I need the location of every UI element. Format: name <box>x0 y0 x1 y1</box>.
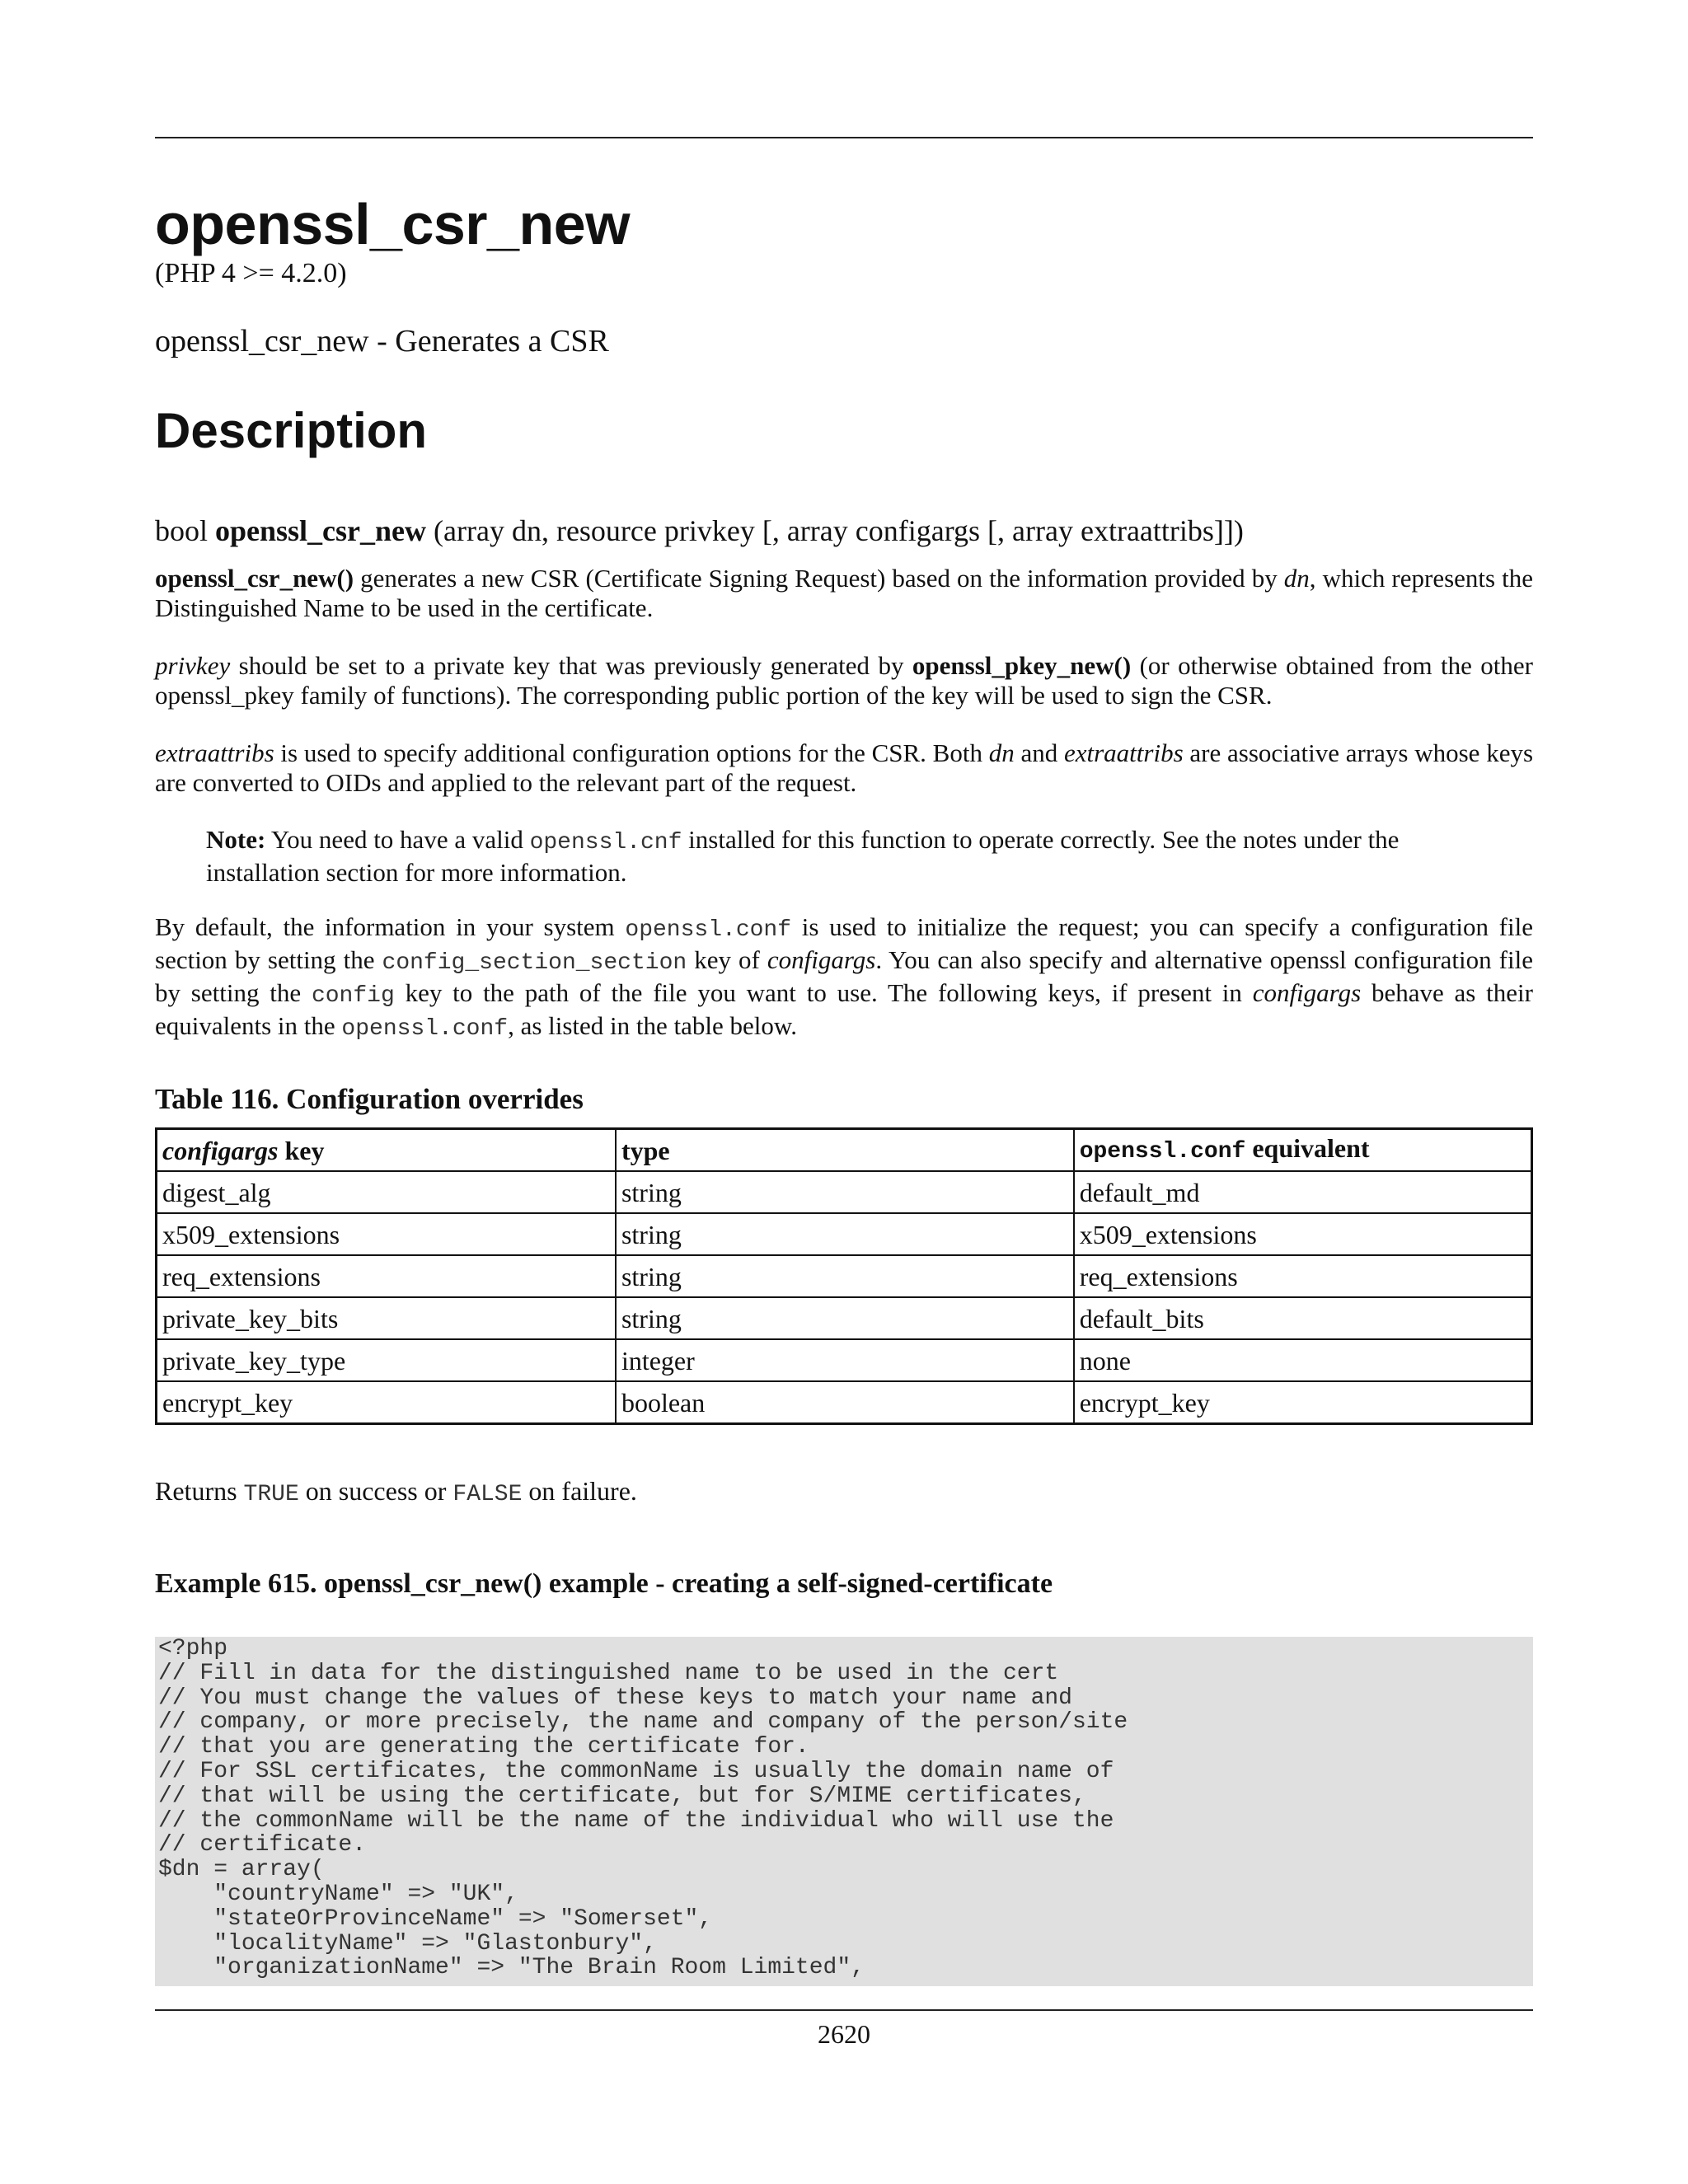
paragraph-text: is used to specify additional configuration options for the CSR. Both <box>274 738 989 767</box>
paragraph-text: and <box>1014 738 1064 767</box>
header-text: key <box>278 1135 325 1165</box>
table-cell: digest_alg <box>157 1171 616 1213</box>
paragraph-default-config <box>155 912 1533 1044</box>
paragraph-extraattribs <box>155 738 1533 798</box>
bottom-rule <box>155 2009 1533 2011</box>
function-ref: openssl_csr_new() <box>155 564 354 593</box>
param-ref: extraattribs <box>1063 738 1184 767</box>
paragraph-text: should be set to a private key that was previously generated by <box>230 651 912 680</box>
table-header-row <box>157 1129 1532 1172</box>
page-number: 2620 <box>818 2019 870 2049</box>
table-title: Table 116. Configuration overrides <box>155 1083 584 1115</box>
param-ref: configargs <box>767 945 876 974</box>
synopsis-function-name: openssl_csr_new <box>215 514 427 547</box>
table-cell: x509_extensions <box>157 1213 616 1255</box>
column-header-type: type <box>616 1129 1074 1172</box>
description-heading: Description <box>155 403 428 458</box>
table-cell: default_md <box>1074 1171 1532 1213</box>
table-cell: string <box>616 1255 1074 1297</box>
param-ref: extraattribs <box>155 738 274 767</box>
synopsis-params: (array dn, resource privkey [, array configargs [, array extraattribs]]) <box>434 514 1244 547</box>
table-cell: boolean <box>616 1381 1074 1424</box>
paragraph-generates <box>155 564 1533 623</box>
synopsis-return-type: bool <box>155 514 209 547</box>
paragraph-text: behave as their equivalents in the <box>155 978 1533 1040</box>
paragraph-text: (or otherwise obtained from the other openssl_pkey family of functions). The corresponding public portion of the key will be used to sign the CSR. <box>155 651 1533 710</box>
table-row <box>157 1171 1532 1213</box>
table-row <box>157 1255 1532 1297</box>
example-title: Example 615. openssl_csr_new() example - creating a self-signed-certificate <box>155 1568 1053 1599</box>
table-cell: req_extensions <box>1074 1255 1532 1297</box>
table-row <box>157 1297 1532 1339</box>
paragraph-text: . You can also specify and alternative openssl configuration file by setting the <box>155 945 1533 1007</box>
table-row <box>157 1213 1532 1255</box>
note-text: You need to have a valid <box>265 825 530 854</box>
ref-purpose: openssl_csr_new - Generates a CSR <box>155 324 609 359</box>
return-values <box>155 1475 637 1511</box>
header-param: configargs <box>162 1135 279 1165</box>
php-version: (PHP 4 >= 4.2.0) <box>155 258 347 288</box>
code-example-block <box>155 1637 1533 1986</box>
inline-code: openssl.cnf <box>529 830 682 855</box>
top-rule <box>155 137 1533 138</box>
note-block <box>206 825 1492 888</box>
configuration-overrides-table <box>155 1127 1533 1425</box>
table-cell: encrypt_key <box>157 1381 616 1424</box>
table-cell: integer <box>616 1339 1074 1381</box>
column-header-equivalent <box>1074 1129 1532 1172</box>
code-listing: <?php // Fill in data for the distinguished name to be used in the cert // You must change the values of these keys to match your name and // company, or more precisely, the name and company of the person/site // that you are generating the certificate for. // For SSL certificates, the commonName is usually the domain name of // that will be using the certificate, but for S/MIME certificates, // the commonName will be the name of the individual who will use the // certificate. $dn = array( "countryName" => "UK", "stateOrProvinceName" => "Somerset", "localityName" => "Glastonbury", "organizationName" => "The Brain Room Limited", <box>158 1637 1128 1981</box>
param-ref: dn <box>1283 564 1310 593</box>
paragraph-text: By default, the information in your system <box>155 912 626 941</box>
paragraph-privkey <box>155 651 1533 710</box>
function-ref: openssl_pkey_new() <box>912 651 1132 680</box>
table-cell: private_key_type <box>157 1339 616 1381</box>
table-cell: string <box>616 1297 1074 1339</box>
table-cell: string <box>616 1171 1074 1213</box>
header-text: equivalent <box>1245 1133 1370 1163</box>
table-row <box>157 1339 1532 1381</box>
returns-text: on failure. <box>522 1476 637 1506</box>
table-cell: default_bits <box>1074 1297 1532 1339</box>
note-label: Note: <box>206 825 266 854</box>
table-cell: string <box>616 1213 1074 1255</box>
table-cell: req_extensions <box>157 1255 616 1297</box>
inline-code: config <box>311 983 395 1009</box>
function-synopsis <box>155 513 1244 549</box>
paragraph-text: , as listed in the table below. <box>508 1011 798 1040</box>
inline-code: openssl.conf <box>341 1016 509 1042</box>
note-text: installed for this function to operate correctly. See the notes under the installation section for more information. <box>206 825 1400 887</box>
paragraph-text: generates a new CSR (Certificate Signing Request) based on the information provided by <box>354 564 1284 593</box>
table-cell: none <box>1074 1339 1532 1381</box>
param-ref: privkey <box>155 651 231 680</box>
param-ref: configargs <box>1252 978 1362 1007</box>
returns-text: on success or <box>298 1476 453 1506</box>
inline-code: config_section_section <box>382 950 687 976</box>
paragraph-text: , which represents the Distinguished Name to be used in the certificate. <box>155 564 1534 622</box>
paragraph-text: are associative arrays whose keys are converted to OIDs and applied to the relevant part of the request. <box>155 738 1534 797</box>
paragraph-text: key of <box>687 945 767 974</box>
table-cell: private_key_bits <box>157 1297 616 1339</box>
true-constant: TRUE <box>243 1482 299 1507</box>
table-cell: x509_extensions <box>1074 1213 1532 1255</box>
paragraph-text: key to the path of the file you want to use. The following keys, if present in <box>394 978 1253 1007</box>
table-cell: encrypt_key <box>1074 1381 1532 1424</box>
page-title: openssl_csr_new <box>155 192 631 256</box>
header-code: openssl.conf <box>1079 1139 1246 1165</box>
table-row <box>157 1381 1532 1424</box>
param-ref: dn <box>988 738 1015 767</box>
paragraph-text: is used to initialize the request; you can specify a configuration file section by setting the <box>155 912 1533 974</box>
false-constant: FALSE <box>452 1482 523 1507</box>
inline-code: openssl.conf <box>625 917 792 943</box>
column-header-key <box>157 1129 616 1172</box>
returns-text: Returns <box>155 1476 244 1506</box>
